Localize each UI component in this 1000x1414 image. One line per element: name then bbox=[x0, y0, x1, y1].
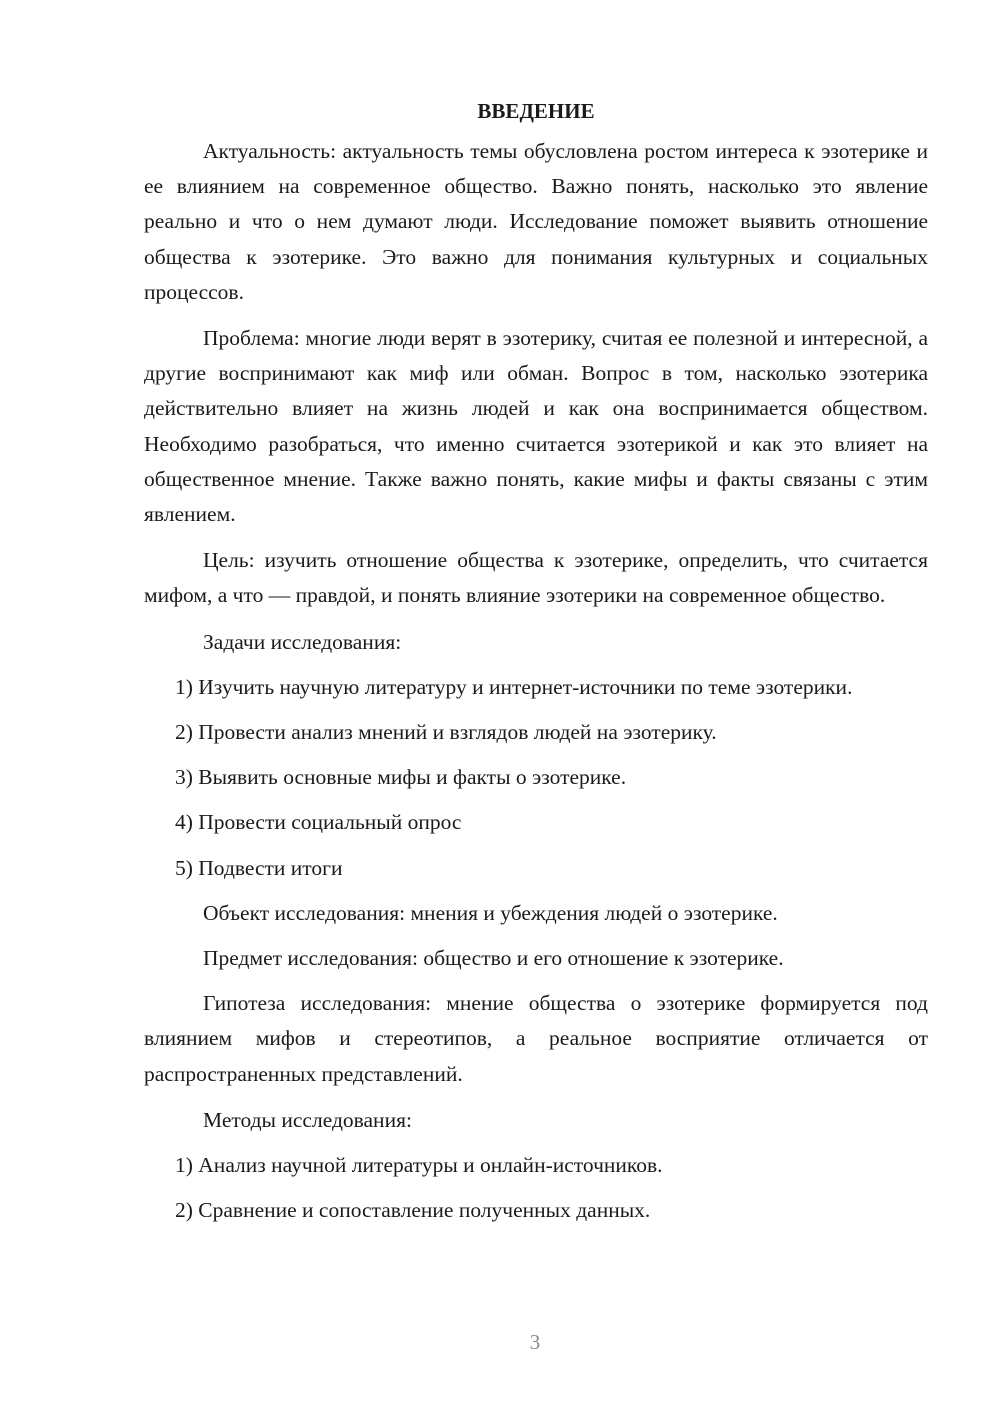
method-item: 2) Сравнение и сопоставление полученных данных. bbox=[175, 1198, 651, 1223]
problem-paragraph: Проблема: многие люди верят в эзотерику, считая ее полезной и интересной, а другие воспринимают как миф или обман. Вопрос в том, насколько эзотерика действительно влияет на жизнь людей и как она воспринимается обществом. Необходимо разобраться, что именно считается эзотерикой и как это влияет на общественное мнение. Также важно понять, какие мифы и факты связаны с этим явлением. bbox=[144, 326, 928, 527]
subject-paragraph: Предмет исследования: общество и его отношение к эзотерике. bbox=[203, 946, 784, 971]
goal-paragraph: Цель: изучить отношение общества к эзотерике, определить, что считается мифом, а что — правдой, и понять влияние эзотерики на современное общество. bbox=[144, 548, 928, 608]
task-item: 5) Подвести итоги bbox=[175, 855, 343, 880]
task-item: 4) Провести социальный опрос bbox=[175, 810, 462, 835]
page-number: 3 bbox=[529, 1330, 541, 1354]
methods-heading: Методы исследования: bbox=[203, 1107, 412, 1132]
task-item: 1) Изучить научную литературу и интернет-источники по теме эзотерики. bbox=[175, 674, 853, 699]
actuality-paragraph: Актуальность: актуальность темы обусловлена ростом интереса к эзотерике и ее влиянием на современное общество. Важно понять, насколько это явление реально и что о нем думают люди. Исследование поможет выявить отношение общества к эзотерике. Это важно для понимания культурных и социальных процессов. bbox=[144, 139, 928, 304]
method-item: 1) Анализ научной литературы и онлайн-источников. bbox=[175, 1153, 663, 1178]
hypothesis-paragraph: Гипотеза исследования: мнение общества о эзотерике формируется под влиянием мифов и стереотипов, а реальное восприятие отличается от распространенных представлений. bbox=[144, 991, 928, 1086]
page-content bbox=[144, 94, 928, 1238]
section-title: ВВЕДЕНИЕ bbox=[477, 99, 595, 123]
tasks-heading: Задачи исследования: bbox=[203, 629, 402, 654]
task-item: 3) Выявить основные мифы и факты о эзотерике. bbox=[175, 765, 627, 790]
task-item: 2) Провести анализ мнений и взглядов людей на эзотерику. bbox=[175, 720, 717, 745]
object-paragraph: Объект исследования: мнения и убеждения людей о эзотерике. bbox=[203, 900, 778, 925]
